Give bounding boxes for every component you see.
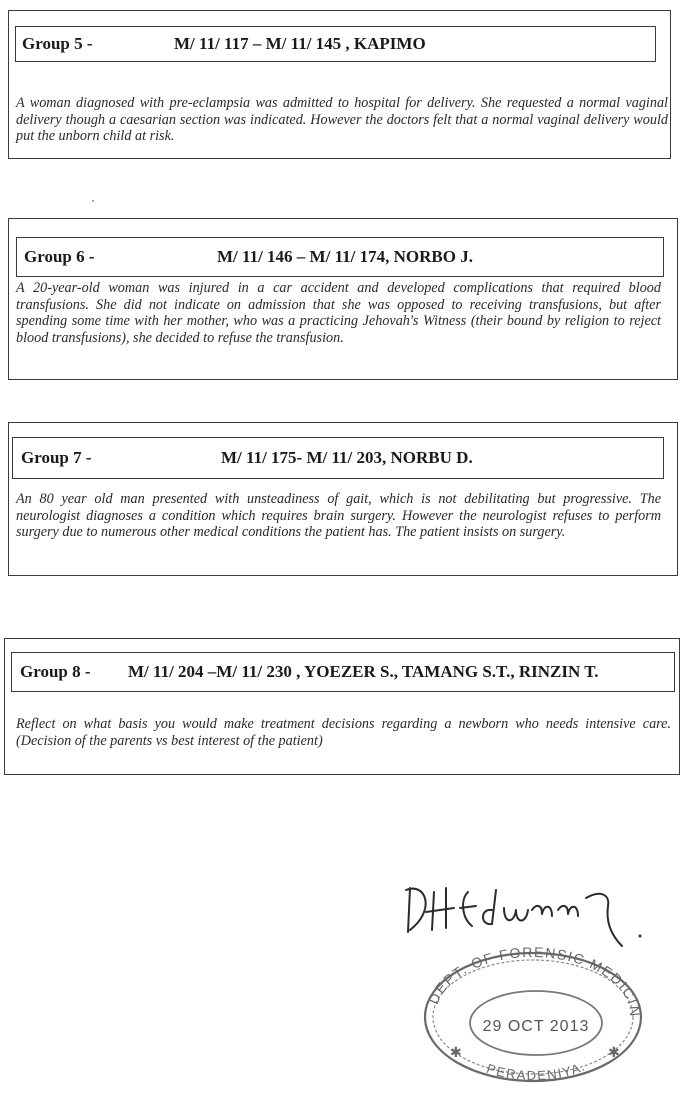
group-6-range: M/ 11/ 146 – M/ 11/ 174, NORBO J.	[217, 247, 473, 266]
group-7-range: M/ 11/ 175- M/ 11/ 203, NORBU D.	[221, 448, 473, 467]
stamp-star-left-icon: ✱	[450, 1045, 462, 1061]
stamp-place: PERADENIYA.	[484, 1058, 589, 1083]
stamp-date: 29 OCT 2013	[482, 1018, 590, 1035]
group-5-header	[15, 26, 656, 62]
group-6-case-text: A 20-year-old woman was injured in a car accident and developed complications that required blood transfusions. She did not indicate on admission that she was opposed to receiving transfusions, but after spending some time with her mother, who was a practicing Jehovah's Witness (their bound by religion to reject blood transfusions), she decided to refuse the transfusion.	[16, 280, 661, 346]
group-7-case-text: An 80 year old man presented with unsteadiness of gait, which is not debilitating but progressive. The neurologist diagnoses a condition which requires brain surgery. However the neurologist refuses to perform surgery due to numerous other medical conditions the patient has. The patient insists on surgery.	[16, 491, 661, 540]
group-5-case-text: A woman diagnosed with pre-eclampsia was admitted to hospital for delivery. She requested a normal vaginal delivery though a caesarian section was indicated. However the doctors felt that a normal vaginal delivery would put the unborn child at risk.	[16, 95, 668, 144]
signature-scribble-icon	[396, 870, 646, 950]
stamp-star-right-icon: ✱	[608, 1045, 620, 1061]
group-8-header	[11, 652, 675, 692]
stamp-department-text: DEPT. OF FORENSIC MEDICIN	[425, 945, 644, 1019]
group-8-case-text: Reflect on what basis you would make treatment decisions regarding a newborn who needs intensive care. (Decision of the parents vs best interest of the patient)	[16, 716, 671, 749]
group-7-label: Group 7 -	[21, 448, 92, 467]
group-5-range: M/ 11/ 117 – M/ 11/ 145 , KAPIMO	[174, 34, 426, 53]
group-8-range: M/ 11/ 204 –M/ 11/ 230 , YOEZER S., TAMANG S.T., RINZIN T.	[128, 662, 599, 681]
stamp-seal	[418, 945, 648, 1085]
svg-text:DEPT. OF FORENSIC MEDICINE	[418, 945, 643, 1018]
group-5-label: Group 5 -	[22, 34, 93, 53]
group-6-label: Group 6 -	[24, 247, 95, 266]
department-stamp	[418, 945, 648, 1085]
stray-dot	[92, 200, 94, 202]
group-7-header	[12, 437, 664, 479]
svg-text:PERADENIYA.	[485, 1058, 588, 1083]
signature	[396, 870, 646, 950]
group-8-label: Group 8 -	[20, 662, 91, 681]
group-6-header	[16, 237, 664, 277]
